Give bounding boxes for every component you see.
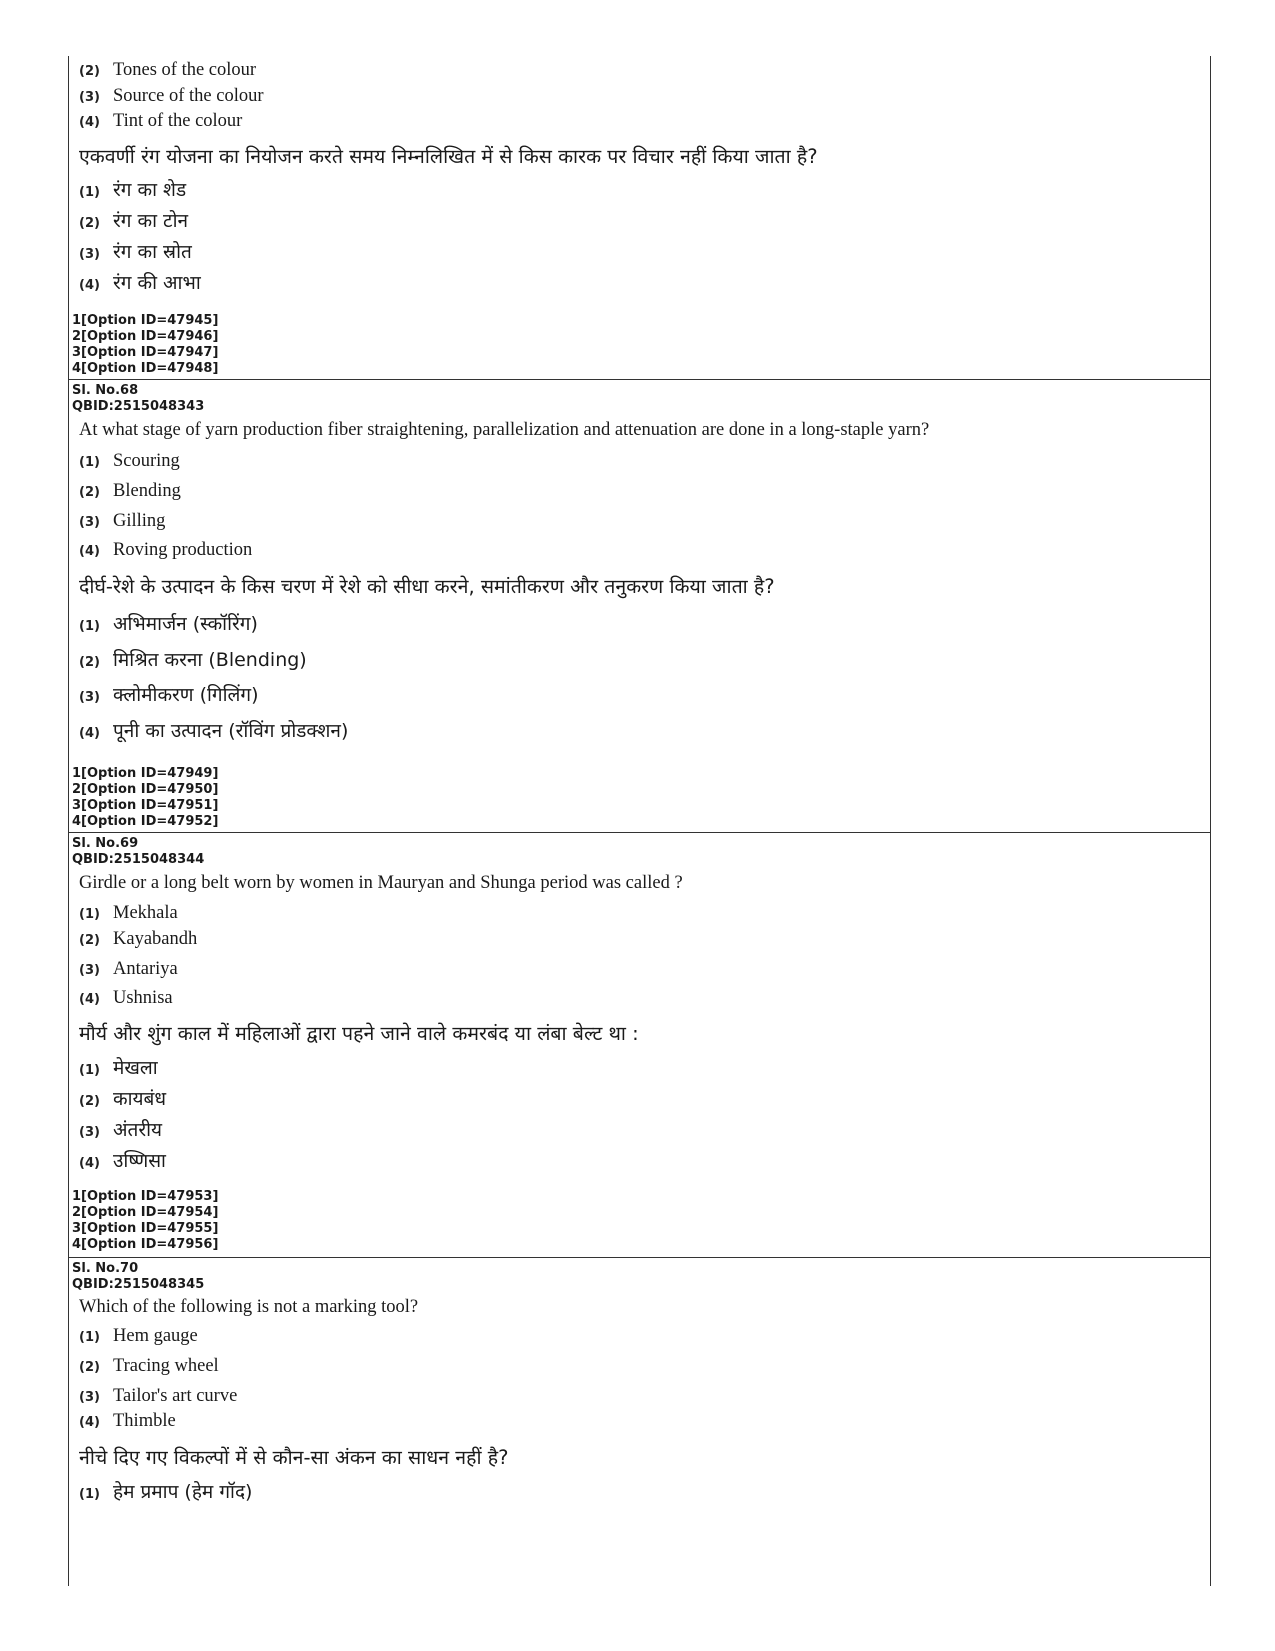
- question-text-hi: नीचे दिए गए विकल्पों में से कौन-सा अंकन का साधन नहीं है?: [79, 1446, 509, 1469]
- option-hi-4: (4) पूनी का उत्पादन (रॉविंग प्रोडक्शन): [79, 720, 349, 742]
- option-hi-2: (2) कायबंध: [79, 1088, 167, 1110]
- option-en-3: (3) Antariya: [79, 959, 178, 979]
- option-hi-1: (1) हेम प्रमाप (हेम गॉद): [79, 1481, 253, 1503]
- option-hi-2: (2) मिश्रित करना (Blending): [79, 649, 307, 671]
- question-text-hi: एकवर्णी रंग योजना का नियोजन करते समय निम्नलिखित में से किस कारक पर विचार नहीं किया जाता है?: [79, 145, 818, 168]
- option-hi-4: (4) रंग की आभा: [79, 272, 201, 294]
- option-en-2: (2) Tracing wheel: [79, 1356, 219, 1376]
- question-text-en: Which of the following is not a marking tool?: [79, 1297, 419, 1317]
- option-en-3: (3) Tailor's art curve: [79, 1386, 238, 1406]
- question-text-hi: मौर्य और शुंग काल में महिलाओं द्वारा पहने जाने वाले कमरबंद या लंबा बेल्ट था :: [79, 1022, 639, 1045]
- option-en-2: (2) Kayabandh: [79, 929, 198, 949]
- option-en-2: (2) Tones of the colour: [79, 60, 257, 80]
- question-text-en: At what stage of yarn production fiber straightening, parallelization and attenuation are done in a long-staple yarn?: [79, 420, 930, 440]
- question-divider: [69, 832, 1210, 833]
- option-en-4: (4) Thimble: [79, 1411, 176, 1431]
- option-en-4: (4) Ushnisa: [79, 988, 173, 1008]
- question-text-hi: दीर्घ-रेशे के उत्पादन के किस चरण में रेशे को सीधा करने, समांतीकरण और तनुकरण किया जाता है?: [79, 575, 775, 598]
- option-en-4: (4) Roving production: [79, 540, 253, 560]
- option-hi-3: (3) रंग का स्रोत: [79, 241, 192, 263]
- option-en-1: (1) Hem gauge: [79, 1326, 198, 1346]
- option-hi-3: (3) अंतरीय: [79, 1119, 163, 1141]
- option-en-2: (2) Blending: [79, 481, 181, 501]
- option-hi-2: (2) रंग का टोन: [79, 210, 189, 232]
- option-hi-1: (1) अभिमार्जन (स्कॉरिंग): [79, 613, 258, 635]
- question-divider: [69, 1257, 1210, 1258]
- option-en-4: (4) Tint of the colour: [79, 111, 243, 131]
- option-en-3: (3) Gilling: [79, 511, 166, 531]
- option-en-1: (1) Mekhala: [79, 903, 178, 923]
- question-page-frame: [68, 56, 1211, 1586]
- option-en-3: (3) Source of the colour: [79, 86, 264, 106]
- question-header: Sl. No.70 QBID:2515048345: [72, 1261, 205, 1292]
- question-header: Sl. No.68 QBID:2515048343: [72, 383, 205, 414]
- option-en-1: (1) Scouring: [79, 451, 180, 471]
- option-ids: 1[Option ID=47945] 2[Option ID=47946] 3[Option ID=47947] 4[Option ID=47948]: [72, 313, 219, 376]
- question-divider: [69, 379, 1210, 380]
- option-hi-4: (4) उष्णिसा: [79, 1150, 166, 1172]
- option-hi-1: (1) रंग का शेड: [79, 179, 187, 201]
- question-header: Sl. No.69 QBID:2515048344: [72, 836, 205, 867]
- option-ids: 1[Option ID=47949] 2[Option ID=47950] 3[Option ID=47951] 4[Option ID=47952]: [72, 766, 219, 829]
- option-hi-1: (1) मेखला: [79, 1057, 158, 1079]
- option-hi-3: (3) क्लोमीकरण (गिलिंग): [79, 684, 259, 706]
- option-ids: 1[Option ID=47953] 2[Option ID=47954] 3[Option ID=47955] 4[Option ID=47956]: [72, 1189, 219, 1252]
- question-text-en: Girdle or a long belt worn by women in Mauryan and Shunga period was called ?: [79, 873, 683, 893]
